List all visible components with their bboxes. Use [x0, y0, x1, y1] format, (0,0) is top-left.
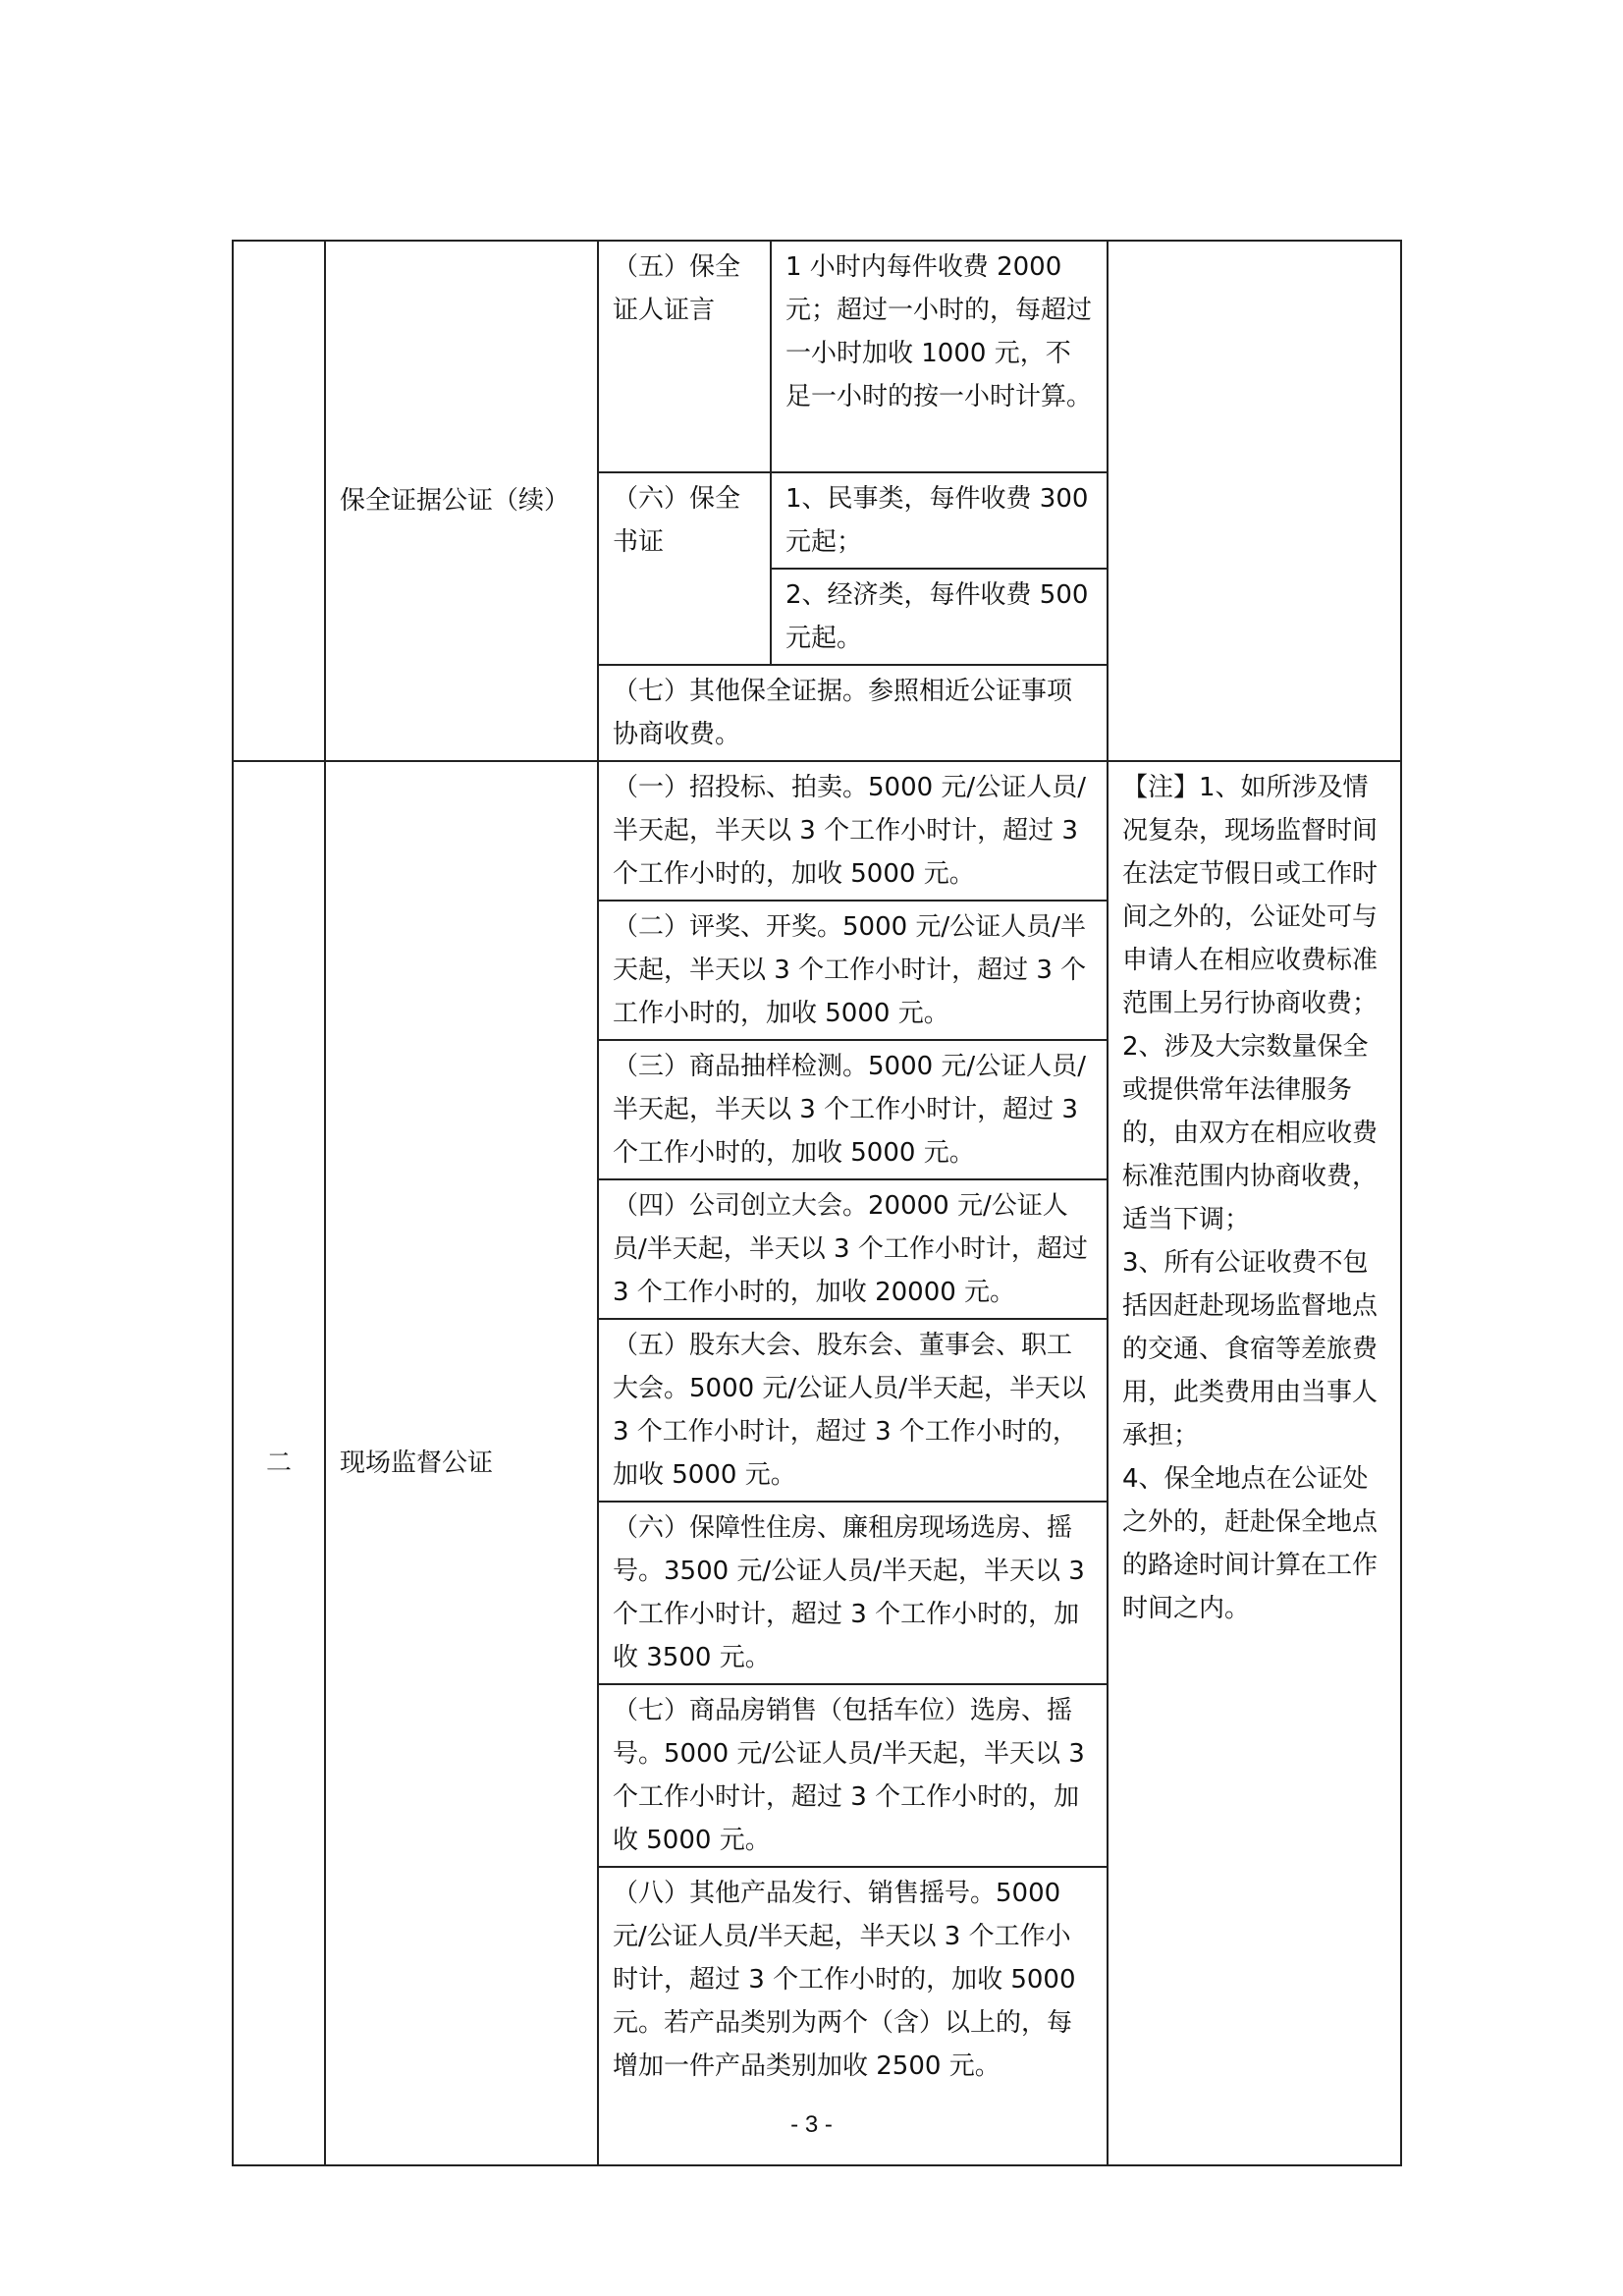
section-title-cell: 保全证据公证（续）	[325, 241, 598, 761]
item-fee-cell: 1 小时内每件收费 2000 元；超过一小时的，每超过一小时加收 1000 元，不足一小时的按一小时计算。	[771, 241, 1108, 472]
item-full-cell: （七）商品房销售（包括车位）选房、摇号。5000 元/公证人员/半天起，半天以 3 个工作小时计，超过 3 个工作小时的，加收 5000 元。	[598, 1684, 1108, 1867]
note-cell	[1108, 241, 1401, 761]
fee-table	[232, 240, 1402, 2166]
fee-table-body	[233, 241, 1401, 2165]
table-row	[233, 241, 1401, 472]
item-full-cell: （二）评奖、开奖。5000 元/公证人员/半天起，半天以 3 个工作小时计，超过 3 个工作小时的，加收 5000 元。	[598, 901, 1108, 1040]
table-row	[233, 761, 1401, 901]
item-full-cell: （八）其他产品发行、销售摇号。5000 元/公证人员/半天起，半天以 3 个工作小时计，超过 3 个工作小时的，加收 5000 元。若产品类别为两个（含）以上的，每增加一件产品类别加收 2500 元。	[598, 1867, 1108, 2165]
item-fee-cell: 1、民事类，每件收费 300 元起；	[771, 472, 1108, 569]
item-label-cell: （五）保全证人证言	[598, 241, 771, 472]
item-full-cell: （一）招投标、拍卖。5000 元/公证人员/半天起，半天以 3 个工作小时计，超过 3 个工作小时的，加收 5000 元。	[598, 761, 1108, 901]
item-full-cell: （五）股东大会、股东会、董事会、职工大会。5000 元/公证人员/半天起，半天以 3 个工作小时计，超过 3 个工作小时的，加收 5000 元。	[598, 1319, 1108, 1502]
page-number: - 3 -	[790, 2111, 833, 2138]
section-title-cell: 现场监督公证	[325, 761, 598, 2165]
item-full-cell: （六）保障性住房、廉租房现场选房、摇号。3500 元/公证人员/半天起，半天以 3 个工作小时计，超过 3 个工作小时的，加收 3500 元。	[598, 1502, 1108, 1684]
item-label-cell: （六）保全书证	[598, 472, 771, 665]
item-fee-cell: 2、经济类，每件收费 500 元起。	[771, 569, 1108, 665]
note-cell: 【注】1、如所涉及情况复杂，现场监督时间在法定节假日或工作时间之外的，公证处可与申请人在相应收费标准范围上另行协商收费； 2、涉及大宗数量保全或提供常年法律服务的，由双方在相应收费标准范围内协商收费，适当下调； 3、所有公证收费不包括因赶赴现场监督地点的交通、食宿等差旅费用，此类费用由当事人承担； 4、保全地点在公证处之外的，赶赴保全地点的路途时间计算在工作时间之内。	[1108, 761, 1401, 2165]
item-full-cell: （三）商品抽样检测。5000 元/公证人员/半天起，半天以 3 个工作小时计，超过 3 个工作小时的，加收 5000 元。	[598, 1040, 1108, 1179]
section-number-cell	[233, 241, 325, 761]
item-full-cell: （四）公司创立大会。20000 元/公证人员/半天起，半天以 3 个工作小时计，超过 3 个工作小时的，加收 20000 元。	[598, 1179, 1108, 1319]
item-full-cell: （七）其他保全证据。参照相近公证事项协商收费。	[598, 665, 1108, 761]
section-number-cell: 二	[233, 761, 325, 2165]
